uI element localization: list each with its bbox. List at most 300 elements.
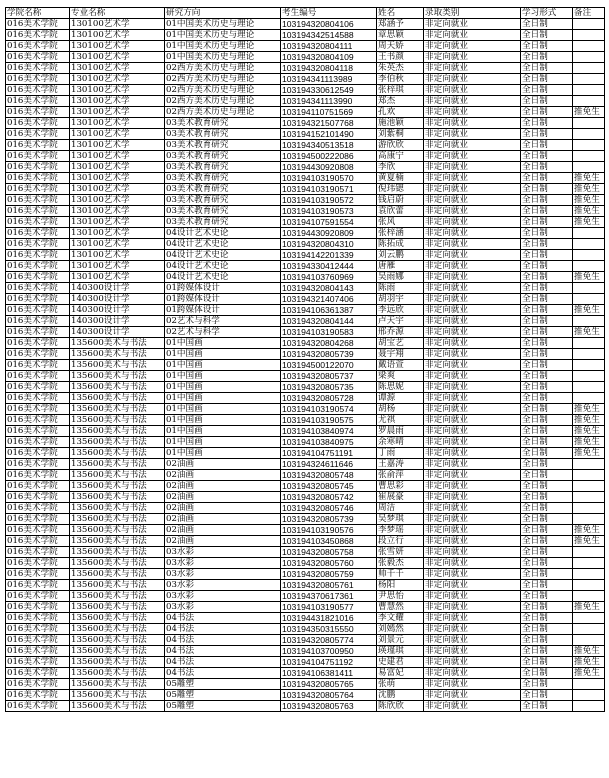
cell-name: 李欣 [377, 162, 424, 173]
cell-remarks [573, 261, 605, 272]
cell-major: 130100艺术学 [70, 217, 165, 228]
cell-study-mode: 全日制 [521, 580, 573, 591]
cell-admission-type: 非定向就业 [424, 371, 521, 382]
cell-admission-type: 非定向就业 [424, 459, 521, 470]
cell-research-direction: 01中国美术历史与理论 [165, 30, 281, 41]
cell-remarks [573, 228, 605, 239]
cell-candidate-id: 103194320805739 [281, 514, 377, 525]
cell-study-mode: 全日制 [521, 459, 573, 470]
cell-remarks [573, 690, 605, 701]
cell-major: 135600美术与书法 [70, 635, 165, 646]
cell-study-mode: 全日制 [521, 646, 573, 657]
cell-major: 135600美术与书法 [70, 591, 165, 602]
cell-name: 谭源 [377, 393, 424, 404]
cell-remarks [573, 52, 605, 63]
cell-research-direction: 01中国画 [165, 382, 281, 393]
table-row [6, 613, 605, 624]
cell-college: 016美术学院 [6, 657, 70, 668]
cell-name: 余寒晴 [377, 437, 424, 448]
cell-candidate-id: 103194103450868 [281, 536, 377, 547]
cell-remarks: 推免生 [573, 272, 605, 283]
table-row [6, 382, 605, 393]
cell-college: 016美术学院 [6, 404, 70, 415]
table-row [6, 514, 605, 525]
cell-major: 130100艺术学 [70, 118, 165, 129]
cell-study-mode: 全日制 [521, 272, 573, 283]
cell-major: 135600美术与书法 [70, 360, 165, 371]
cell-study-mode: 全日制 [521, 294, 573, 305]
cell-study-mode: 全日制 [521, 426, 573, 437]
cell-research-direction: 04书法 [165, 668, 281, 679]
cell-candidate-id: 103194320805739 [281, 349, 377, 360]
table-row [6, 349, 605, 360]
header-name: 姓名 [377, 8, 424, 19]
cell-major: 140300设计学 [70, 305, 165, 316]
cell-college: 016美术学院 [6, 503, 70, 514]
cell-remarks [573, 19, 605, 30]
cell-major: 135600美术与书法 [70, 514, 165, 525]
cell-major: 130100艺术学 [70, 195, 165, 206]
cell-name: 倪玮锶 [377, 184, 424, 195]
cell-admission-type: 非定向就业 [424, 602, 521, 613]
cell-major: 130100艺术学 [70, 52, 165, 63]
cell-remarks: 推免生 [573, 426, 605, 437]
cell-candidate-id: 103194320805759 [281, 569, 377, 580]
cell-name: 胡宝艺 [377, 338, 424, 349]
cell-name: 易富妃 [377, 668, 424, 679]
table-row [6, 272, 605, 283]
cell-study-mode: 全日制 [521, 327, 573, 338]
table-row [6, 459, 605, 470]
cell-college: 016美术学院 [6, 492, 70, 503]
table-row [6, 283, 605, 294]
cell-college: 016美术学院 [6, 228, 70, 239]
cell-admission-type: 非定向就业 [424, 41, 521, 52]
cell-name: 吴雨娜 [377, 272, 424, 283]
cell-research-direction: 03美术教育研究 [165, 151, 281, 162]
cell-research-direction: 04设计艺术史论 [165, 228, 281, 239]
cell-remarks [573, 118, 605, 129]
table-row [6, 371, 605, 382]
cell-name: 唐雁 [377, 261, 424, 272]
cell-remarks: 推免生 [573, 602, 605, 613]
cell-admission-type: 非定向就业 [424, 382, 521, 393]
cell-major: 135600美术与书法 [70, 558, 165, 569]
cell-research-direction: 04设计艺术史论 [165, 239, 281, 250]
cell-name: 章思颖 [377, 30, 424, 41]
cell-major: 135600美术与书法 [70, 547, 165, 558]
cell-remarks [573, 591, 605, 602]
cell-study-mode: 全日制 [521, 547, 573, 558]
cell-admission-type: 非定向就业 [424, 679, 521, 690]
table-row [6, 228, 605, 239]
table-row [6, 85, 605, 96]
cell-candidate-id: 103194103190572 [281, 195, 377, 206]
cell-study-mode: 全日制 [521, 569, 573, 580]
table-row [6, 470, 605, 481]
cell-research-direction: 02油画 [165, 492, 281, 503]
cell-candidate-id: 103194330412444 [281, 261, 377, 272]
cell-study-mode: 全日制 [521, 591, 573, 602]
cell-college: 016美术学院 [6, 668, 70, 679]
cell-major: 135600美术与书法 [70, 668, 165, 679]
cell-candidate-id: 103194350315550 [281, 624, 377, 635]
cell-major: 135600美术与书法 [70, 646, 165, 657]
cell-research-direction: 04设计艺术史论 [165, 272, 281, 283]
cell-candidate-id: 103194103190575 [281, 415, 377, 426]
cell-remarks: 推免生 [573, 536, 605, 547]
cell-major: 130100艺术学 [70, 140, 165, 151]
cell-college: 016美术学院 [6, 272, 70, 283]
cell-candidate-id: 103194103190576 [281, 525, 377, 536]
cell-candidate-id: 103194342514588 [281, 30, 377, 41]
cell-remarks [573, 558, 605, 569]
cell-research-direction: 02艺术与科学 [165, 327, 281, 338]
cell-candidate-id: 103194106361387 [281, 305, 377, 316]
cell-name: 朱英杰 [377, 63, 424, 74]
cell-remarks [573, 294, 605, 305]
table-row [6, 195, 605, 206]
cell-candidate-id: 103194320804144 [281, 316, 377, 327]
cell-research-direction: 02西方美术历史与理论 [165, 85, 281, 96]
cell-research-direction: 03美术教育研究 [165, 173, 281, 184]
cell-admission-type: 非定向就业 [424, 657, 521, 668]
cell-research-direction: 04书法 [165, 646, 281, 657]
cell-research-direction: 03美术教育研究 [165, 129, 281, 140]
cell-major: 135600美术与书法 [70, 580, 165, 591]
table-row [6, 173, 605, 184]
cell-research-direction: 02艺术与科学 [165, 316, 281, 327]
cell-college: 016美术学院 [6, 580, 70, 591]
cell-remarks [573, 360, 605, 371]
cell-research-direction: 01中国画 [165, 349, 281, 360]
table-row [6, 580, 605, 591]
cell-research-direction: 03水彩 [165, 602, 281, 613]
cell-name: 曹慧然 [377, 602, 424, 613]
table-row [6, 481, 605, 492]
cell-candidate-id: 103194321407406 [281, 294, 377, 305]
table-row [6, 426, 605, 437]
cell-remarks [573, 613, 605, 624]
cell-major: 135600美术与书法 [70, 459, 165, 470]
cell-admission-type: 非定向就业 [424, 591, 521, 602]
cell-remarks: 推免生 [573, 217, 605, 228]
cell-name: 梁爽 [377, 371, 424, 382]
cell-remarks [573, 41, 605, 52]
cell-research-direction: 05雕塑 [165, 701, 281, 712]
cell-major: 140300设计学 [70, 316, 165, 327]
cell-major: 130100艺术学 [70, 151, 165, 162]
cell-candidate-id: 103194320805737 [281, 371, 377, 382]
cell-remarks [573, 151, 605, 162]
cell-college: 016美术学院 [6, 690, 70, 701]
cell-research-direction: 02油画 [165, 514, 281, 525]
table-row [6, 679, 605, 690]
cell-college: 016美术学院 [6, 327, 70, 338]
cell-name: 张雪妍 [377, 547, 424, 558]
cell-remarks [573, 481, 605, 492]
cell-candidate-id: 103194320805764 [281, 690, 377, 701]
cell-admission-type: 非定向就业 [424, 184, 521, 195]
cell-name: 刘云鹏 [377, 250, 424, 261]
cell-remarks [573, 547, 605, 558]
cell-admission-type: 非定向就业 [424, 635, 521, 646]
cell-remarks: 推免生 [573, 525, 605, 536]
cell-remarks: 推免生 [573, 415, 605, 426]
cell-research-direction: 01中国画 [165, 415, 281, 426]
cell-research-direction: 03美术教育研究 [165, 162, 281, 173]
cell-major: 135600美术与书法 [70, 536, 165, 547]
cell-study-mode: 全日制 [521, 536, 573, 547]
cell-candidate-id: 103194431821016 [281, 613, 377, 624]
table-row [6, 404, 605, 415]
cell-study-mode: 全日制 [521, 250, 573, 261]
cell-college: 016美术学院 [6, 239, 70, 250]
cell-college: 016美术学院 [6, 525, 70, 536]
cell-name: 李梦瑶 [377, 525, 424, 536]
cell-college: 016美术学院 [6, 195, 70, 206]
cell-major: 130100艺术学 [70, 261, 165, 272]
cell-study-mode: 全日制 [521, 283, 573, 294]
cell-candidate-id: 103194104751192 [281, 657, 377, 668]
table-row [6, 415, 605, 426]
cell-candidate-id: 103194340513518 [281, 140, 377, 151]
cell-study-mode: 全日制 [521, 173, 573, 184]
cell-college: 016美术学院 [6, 415, 70, 426]
header-remarks: 备注 [573, 8, 605, 19]
cell-research-direction: 02油画 [165, 503, 281, 514]
cell-research-direction: 01中国画 [165, 338, 281, 349]
cell-admission-type: 非定向就业 [424, 613, 521, 624]
cell-research-direction: 03水彩 [165, 580, 281, 591]
cell-study-mode: 全日制 [521, 316, 573, 327]
cell-name: 孔欢 [377, 107, 424, 118]
cell-college: 016美术学院 [6, 679, 70, 690]
cell-remarks: 推免生 [573, 184, 605, 195]
cell-study-mode: 全日制 [521, 382, 573, 393]
cell-research-direction: 01跨媒体设计 [165, 283, 281, 294]
cell-remarks: 推免生 [573, 448, 605, 459]
cell-candidate-id: 103194320805761 [281, 580, 377, 591]
cell-study-mode: 全日制 [521, 30, 573, 41]
cell-name: 刘景元 [377, 635, 424, 646]
cell-candidate-id: 103194320804106 [281, 19, 377, 30]
table-row [6, 74, 605, 85]
cell-candidate-id: 103194320805760 [281, 558, 377, 569]
cell-remarks [573, 85, 605, 96]
cell-study-mode: 全日制 [521, 338, 573, 349]
cell-admission-type: 非定向就业 [424, 294, 521, 305]
cell-college: 016美术学院 [6, 118, 70, 129]
cell-college: 016美术学院 [6, 173, 70, 184]
cell-college: 016美术学院 [6, 338, 70, 349]
cell-name: 黄夏楠 [377, 173, 424, 184]
cell-major: 140300设计学 [70, 294, 165, 305]
cell-major: 135600美术与书法 [70, 602, 165, 613]
cell-remarks [573, 129, 605, 140]
cell-major: 135600美术与书法 [70, 371, 165, 382]
cell-remarks: 推免生 [573, 195, 605, 206]
cell-major: 135600美术与书法 [70, 349, 165, 360]
table-row [6, 19, 605, 30]
cell-candidate-id: 103194370617361 [281, 591, 377, 602]
cell-remarks [573, 96, 605, 107]
cell-admission-type: 非定向就业 [424, 52, 521, 63]
cell-college: 016美术学院 [6, 591, 70, 602]
cell-major: 130100艺术学 [70, 107, 165, 118]
cell-admission-type: 非定向就业 [424, 503, 521, 514]
cell-study-mode: 全日制 [521, 228, 573, 239]
cell-name: 郑涵予 [377, 19, 424, 30]
cell-major: 135600美术与书法 [70, 613, 165, 624]
cell-admission-type: 非定向就业 [424, 624, 521, 635]
cell-study-mode: 全日制 [521, 635, 573, 646]
table-row [6, 338, 605, 349]
cell-admission-type: 非定向就业 [424, 250, 521, 261]
cell-college: 016美术学院 [6, 371, 70, 382]
cell-remarks [573, 283, 605, 294]
cell-candidate-id: 103194430920808 [281, 162, 377, 173]
table-row [6, 118, 605, 129]
cell-major: 130100艺术学 [70, 63, 165, 74]
cell-major: 135600美术与书法 [70, 437, 165, 448]
cell-candidate-id: 103194142201339 [281, 250, 377, 261]
cell-admission-type: 非定向就业 [424, 118, 521, 129]
cell-study-mode: 全日制 [521, 558, 573, 569]
table-row [6, 448, 605, 459]
cell-admission-type: 非定向就业 [424, 426, 521, 437]
header-row [6, 8, 605, 19]
cell-major: 130100艺术学 [70, 239, 165, 250]
cell-admission-type: 非定向就业 [424, 481, 521, 492]
cell-college: 016美术学院 [6, 19, 70, 30]
header-admission-type: 录取类别 [424, 8, 521, 19]
cell-remarks [573, 140, 605, 151]
cell-research-direction: 01中国画 [165, 448, 281, 459]
cell-name: 高康宁 [377, 151, 424, 162]
cell-college: 016美术学院 [6, 624, 70, 635]
table-row [6, 591, 605, 602]
cell-admission-type: 非定向就业 [424, 536, 521, 547]
cell-college: 016美术学院 [6, 382, 70, 393]
cell-candidate-id: 103194103840974 [281, 426, 377, 437]
cell-admission-type: 非定向就业 [424, 19, 521, 30]
cell-candidate-id: 103194320804111 [281, 41, 377, 52]
cell-study-mode: 全日制 [521, 371, 573, 382]
table-row [6, 503, 605, 514]
table-row [6, 206, 605, 217]
cell-name: 李远欣 [377, 305, 424, 316]
table-row [6, 690, 605, 701]
cell-name: 张俞萍 [377, 470, 424, 481]
cell-college: 016美术学院 [6, 426, 70, 437]
cell-candidate-id: 103194103840975 [281, 437, 377, 448]
cell-college: 016美术学院 [6, 393, 70, 404]
table-row [6, 569, 605, 580]
cell-college: 016美术学院 [6, 360, 70, 371]
cell-research-direction: 01跨媒体设计 [165, 294, 281, 305]
cell-major: 135600美术与书法 [70, 503, 165, 514]
cell-name: 李伯秋 [377, 74, 424, 85]
cell-remarks: 推免生 [573, 437, 605, 448]
cell-major: 130100艺术学 [70, 228, 165, 239]
cell-major: 130100艺术学 [70, 41, 165, 52]
cell-research-direction: 04书法 [165, 657, 281, 668]
cell-research-direction: 02西方美术历史与理论 [165, 107, 281, 118]
header-candidate-id: 考生编号 [281, 8, 377, 19]
cell-major: 135600美术与书法 [70, 569, 165, 580]
cell-remarks [573, 514, 605, 525]
cell-remarks [573, 679, 605, 690]
cell-research-direction: 01中国画 [165, 437, 281, 448]
cell-college: 016美术学院 [6, 206, 70, 217]
cell-candidate-id: 103194320804310 [281, 239, 377, 250]
table-row [6, 140, 605, 151]
cell-candidate-id: 103194103190574 [281, 404, 377, 415]
cell-candidate-id: 103194103190570 [281, 173, 377, 184]
cell-college: 016美术学院 [6, 294, 70, 305]
cell-study-mode: 全日制 [521, 613, 573, 624]
cell-admission-type: 非定向就业 [424, 470, 521, 481]
header-study-mode: 学习形式 [521, 8, 573, 19]
cell-college: 016美术学院 [6, 140, 70, 151]
cell-college: 016美术学院 [6, 569, 70, 580]
cell-remarks [573, 316, 605, 327]
cell-remarks [573, 569, 605, 580]
cell-remarks [573, 503, 605, 514]
cell-study-mode: 全日制 [521, 217, 573, 228]
cell-admission-type: 非定向就业 [424, 151, 521, 162]
cell-admission-type: 非定向就业 [424, 272, 521, 283]
cell-major: 130100艺术学 [70, 129, 165, 140]
cell-college: 016美术学院 [6, 349, 70, 360]
cell-remarks [573, 470, 605, 481]
cell-name: 郑杰 [377, 96, 424, 107]
cell-admission-type: 非定向就业 [424, 96, 521, 107]
cell-study-mode: 全日制 [521, 74, 573, 85]
cell-major: 135600美术与书法 [70, 657, 165, 668]
cell-study-mode: 全日制 [521, 107, 573, 118]
cell-study-mode: 全日制 [521, 162, 573, 173]
cell-study-mode: 全日制 [521, 63, 573, 74]
cell-research-direction: 04书法 [165, 635, 281, 646]
cell-remarks: 推免生 [573, 206, 605, 217]
table-row [6, 635, 605, 646]
table-row [6, 492, 605, 503]
cell-major: 135600美术与书法 [70, 426, 165, 437]
cell-candidate-id: 103194330612549 [281, 85, 377, 96]
cell-college: 016美术学院 [6, 701, 70, 712]
cell-remarks [573, 239, 605, 250]
cell-name: 罗晨雨 [377, 426, 424, 437]
cell-major: 130100艺术学 [70, 30, 165, 41]
table-row [6, 646, 605, 657]
cell-study-mode: 全日制 [521, 349, 573, 360]
cell-research-direction: 01中国画 [165, 371, 281, 382]
cell-candidate-id: 103194106381411 [281, 668, 377, 679]
table-row [6, 657, 605, 668]
cell-major: 135600美术与书法 [70, 525, 165, 536]
cell-research-direction: 03水彩 [165, 569, 281, 580]
cell-remarks [573, 63, 605, 74]
table-row [6, 668, 605, 679]
cell-remarks [573, 349, 605, 360]
cell-admission-type: 非定向就业 [424, 140, 521, 151]
cell-admission-type: 非定向就业 [424, 327, 521, 338]
cell-study-mode: 全日制 [521, 679, 573, 690]
cell-college: 016美术学院 [6, 481, 70, 492]
cell-remarks [573, 371, 605, 382]
